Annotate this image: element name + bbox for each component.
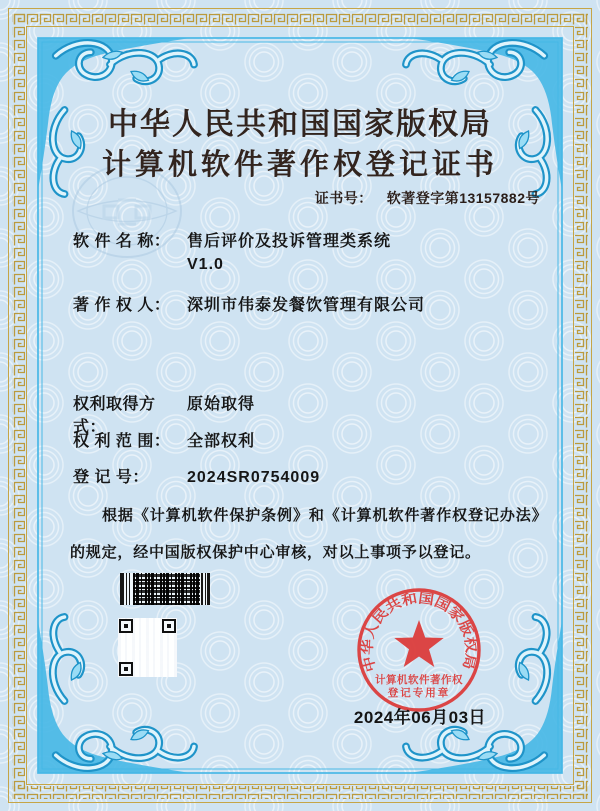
authority-title: 中华人民共和国国家版权局: [108, 107, 492, 142]
seal-ring-text: 中华人民共和国国家版权局: [359, 590, 479, 674]
field-registration-number: [73, 466, 320, 489]
field-copyright-owner: [73, 294, 425, 317]
barcode-image: [120, 573, 210, 605]
field-label: 软 件 名 称：: [73, 233, 171, 250]
official-seal: [355, 586, 483, 714]
qr-finder-icon: [119, 619, 133, 633]
certificate-number-line: [315, 188, 540, 208]
seal-line2: 登记专用章: [387, 687, 451, 699]
field-value: 原始取得: [187, 396, 256, 413]
field-value: 全部权利: [187, 433, 256, 450]
software-version: V1.0: [187, 256, 224, 273]
certificate-title: 计算机软件著作权登记证书: [101, 147, 498, 181]
registration-statement: 根据《计算机软件保护条例》和《计算机软件著作权登记办法》的规定，经中国版权保护中心审核，对以上事项予以登记。: [70, 507, 540, 561]
qr-finder-icon: [162, 619, 176, 633]
field-label: 权利取得方式：: [73, 396, 156, 436]
seal-line1: 计算机软件著作权: [375, 674, 463, 686]
field-value: 2024SR0754009: [187, 469, 321, 486]
barcode-start-pattern: [120, 573, 133, 605]
issue-date: 2024年06月03日: [353, 708, 487, 727]
star-icon: [394, 620, 443, 667]
qr-finder-icon: [119, 662, 133, 676]
field-value: 深圳市伟泰发餐饮管理有限公司: [187, 297, 426, 314]
field-label: 著 作 权 人：: [73, 297, 171, 314]
field-label: 权 利 范 围：: [73, 433, 171, 450]
qr-code-image: [118, 618, 177, 677]
software-name-line1: 售后评价及投诉管理类系统: [187, 233, 392, 250]
barcode-data-region: [133, 573, 200, 605]
barcode-stop-pattern: [200, 573, 210, 605]
field-rights-scope: [73, 430, 255, 453]
certificate-number-label: 证书号：: [314, 190, 373, 206]
field-label: 登 记 号：: [73, 469, 149, 486]
field-software-name: [73, 230, 391, 276]
field-value: [187, 230, 391, 276]
certificate-number-value: 软著登字第13157882号: [386, 190, 540, 206]
